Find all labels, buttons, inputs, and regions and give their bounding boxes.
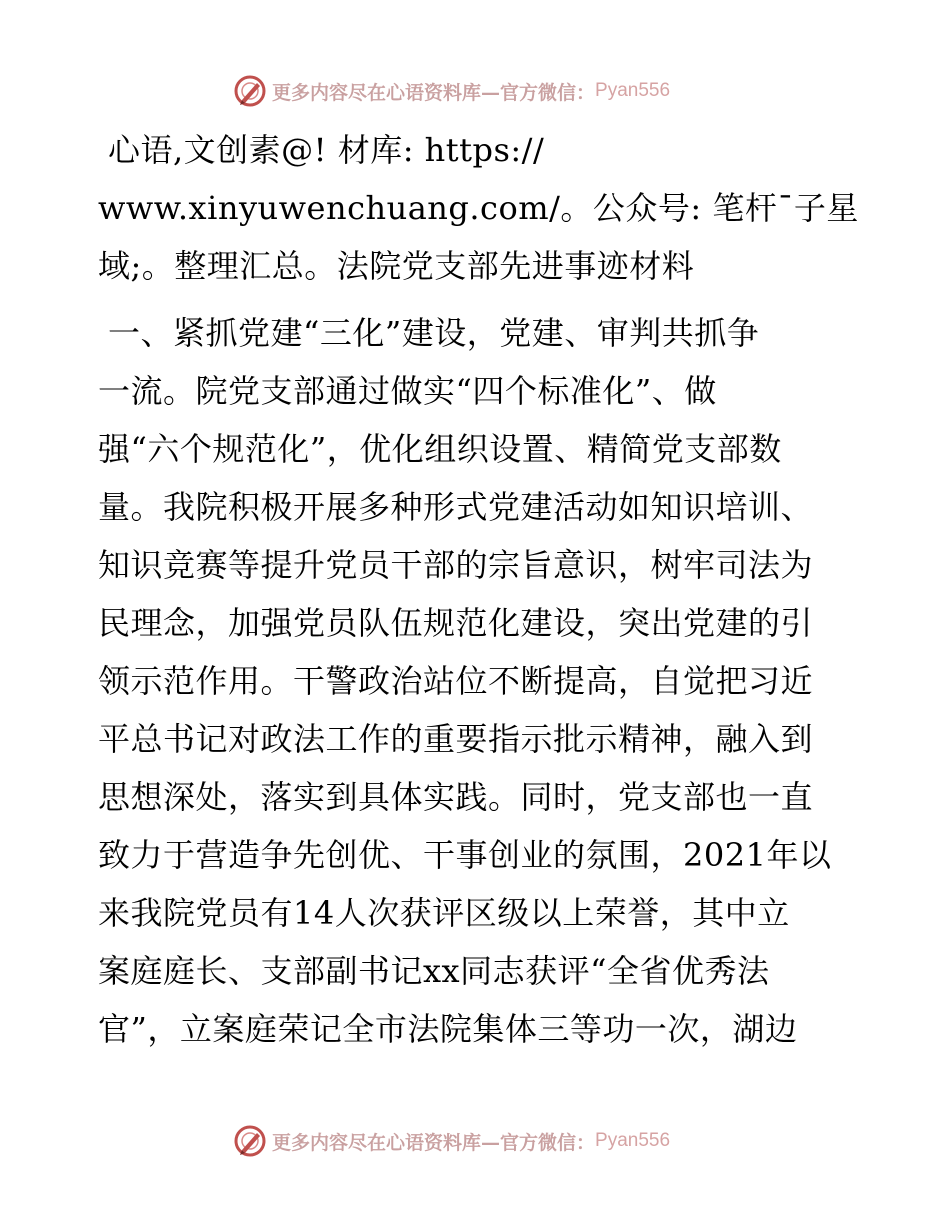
- pen-logo-icon: [232, 73, 268, 109]
- footer-watermark: [232, 1122, 670, 1160]
- paragraph-line: 民理念，加强党员队伍规范化建设，突出党建的引: [98, 604, 814, 642]
- intro-block: [98, 121, 878, 295]
- paragraph-line: 平总书记对政法工作的重要指示批示精神，融入到: [98, 720, 814, 758]
- intro-line: www.xinyuwenchuang.com/。公众号: 笔杆¯子星: [98, 189, 859, 227]
- intro-line: 心语,文创素@! 材库: https://: [108, 131, 545, 169]
- paragraph-line: 领示范作用。干警政治站位不断提高，自觉把习近: [98, 662, 814, 700]
- paragraph-line: 致力于营造争先创优、干事创业的氛围，2021年以: [98, 836, 832, 874]
- intro-line: 域;。整理汇总。法院党支部先进事迹材料: [98, 247, 695, 285]
- paragraph-line: 量。我院积极开展多种形式党建活动如知识培训、: [98, 488, 814, 526]
- paragraph-line: 来我院党员有14人次获评区级以上荣誉，其中立: [98, 894, 790, 932]
- main-paragraph: [98, 304, 878, 1058]
- watermark-wechat-id: Pyan556: [595, 1130, 671, 1151]
- paragraph-line: 思想深处，落实到具体实践。同时，党支部也一直: [98, 778, 814, 816]
- paragraph-line: 官”，立案庭荣记全市法院集体三等功一次，湖边: [98, 1010, 798, 1048]
- paragraph-line: 知识竞赛等提升党员干部的宗旨意识，树牢司法为: [98, 546, 814, 584]
- pen-logo-icon: [232, 1123, 268, 1159]
- header-watermark: [232, 72, 670, 110]
- paragraph-line: 强“六个规范化”，优化组织设置、精简党支部数: [98, 430, 782, 468]
- watermark-wechat-id: Pyan556: [595, 80, 671, 101]
- watermark-text: 更多内容尽在心语资料库—官方微信：: [272, 81, 596, 104]
- paragraph-line: 一流。院党支部通过做实“四个标准化”、做: [98, 372, 717, 410]
- paragraph-line: 一、紧抓党建“三化”建设，党建、审判共抓争: [108, 314, 760, 352]
- watermark-text: 更多内容尽在心语资料库—官方微信：: [272, 1131, 596, 1154]
- paragraph-line: 案庭庭长、支部副书记xx同志获评“全省优秀法: [98, 952, 770, 990]
